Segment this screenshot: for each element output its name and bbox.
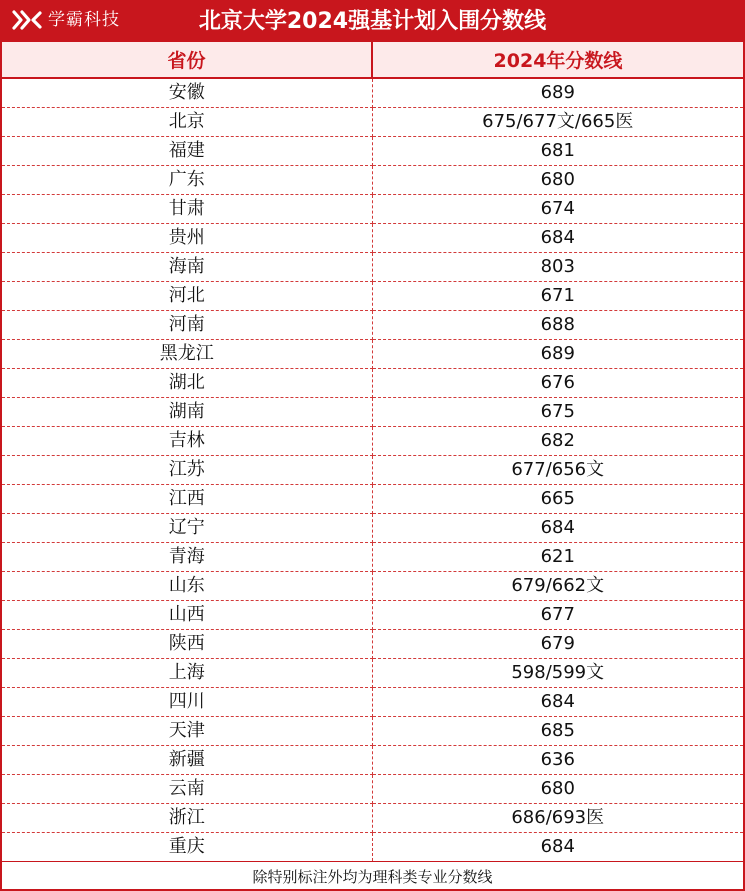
- table-row: [2, 717, 743, 746]
- province-cell: 青海: [2, 543, 372, 572]
- table-row: [2, 78, 743, 108]
- province-cell: 安徽: [2, 78, 372, 108]
- score-cell: 684: [372, 833, 743, 862]
- footnote: 除特别标注外均为理科类专业分数线: [2, 865, 743, 889]
- score-cell: 803: [372, 253, 743, 282]
- table-row: [2, 833, 743, 862]
- province-cell: 广东: [2, 166, 372, 195]
- province-cell: 河南: [2, 311, 372, 340]
- province-cell: 四川: [2, 688, 372, 717]
- score-cell: 685: [372, 717, 743, 746]
- province-cell: 云南: [2, 775, 372, 804]
- score-cell: 671: [372, 282, 743, 311]
- province-cell: 湖北: [2, 369, 372, 398]
- table-row: [2, 601, 743, 630]
- score-cell: 684: [372, 688, 743, 717]
- score-cell: 680: [372, 775, 743, 804]
- province-cell: 湖南: [2, 398, 372, 427]
- score-cell: 679/662文: [372, 572, 743, 601]
- table-row: [2, 137, 743, 166]
- table-row: [2, 485, 743, 514]
- column-header-score: 2024年分数线: [372, 42, 743, 78]
- score-cell: 688: [372, 311, 743, 340]
- score-cell: 684: [372, 514, 743, 543]
- table-row: [2, 427, 743, 456]
- score-cell: 675/677文/665医: [372, 108, 743, 137]
- score-cell: 676: [372, 369, 743, 398]
- table-row: [2, 166, 743, 195]
- table-row: [2, 340, 743, 369]
- table-row: [2, 630, 743, 659]
- table-row: [2, 775, 743, 804]
- province-cell: 浙江: [2, 804, 372, 833]
- score-cell: 674: [372, 195, 743, 224]
- province-cell: 吉林: [2, 427, 372, 456]
- column-header-province: 省份: [2, 42, 372, 78]
- province-cell: 重庆: [2, 833, 372, 862]
- province-cell: 山东: [2, 572, 372, 601]
- score-cell: 621: [372, 543, 743, 572]
- table-body: [2, 78, 743, 862]
- table-row: [2, 253, 743, 282]
- province-cell: 新疆: [2, 746, 372, 775]
- table-row: [2, 195, 743, 224]
- score-cell: 598/599文: [372, 659, 743, 688]
- logo-mark-icon: [12, 9, 42, 31]
- table-row: [2, 108, 743, 137]
- table-row: [2, 282, 743, 311]
- province-cell: 贵州: [2, 224, 372, 253]
- table-row: [2, 659, 743, 688]
- table-row: [2, 456, 743, 485]
- table-row: [2, 543, 743, 572]
- table-row: [2, 688, 743, 717]
- score-table: [2, 42, 743, 862]
- score-cell: 679: [372, 630, 743, 659]
- table-row: [2, 572, 743, 601]
- table-row: [2, 514, 743, 543]
- province-cell: 江苏: [2, 456, 372, 485]
- province-cell: 海南: [2, 253, 372, 282]
- title-bar: [2, 2, 743, 42]
- province-cell: 甘肃: [2, 195, 372, 224]
- table-row: [2, 398, 743, 427]
- table-row: [2, 311, 743, 340]
- score-cell: 689: [372, 78, 743, 108]
- score-cell: 681: [372, 137, 743, 166]
- score-cell: 689: [372, 340, 743, 369]
- table-row: [2, 224, 743, 253]
- province-cell: 黑龙江: [2, 340, 372, 369]
- province-cell: 天津: [2, 717, 372, 746]
- province-cell: 江西: [2, 485, 372, 514]
- province-cell: 辽宁: [2, 514, 372, 543]
- score-cell: 665: [372, 485, 743, 514]
- score-cell: 680: [372, 166, 743, 195]
- page-title: 北京大学2024强基计划入围分数线: [198, 9, 547, 34]
- score-cell: 686/693医: [372, 804, 743, 833]
- province-cell: 北京: [2, 108, 372, 137]
- province-cell: 河北: [2, 282, 372, 311]
- score-cell: 636: [372, 746, 743, 775]
- table-row: [2, 369, 743, 398]
- province-cell: 山西: [2, 601, 372, 630]
- table-row: [2, 804, 743, 833]
- province-cell: 上海: [2, 659, 372, 688]
- score-cell: 677/656文: [372, 456, 743, 485]
- score-cell: 677: [372, 601, 743, 630]
- province-cell: 陕西: [2, 630, 372, 659]
- logo: [12, 9, 120, 31]
- score-cell: 675: [372, 398, 743, 427]
- province-cell: 福建: [2, 137, 372, 166]
- score-cell: 682: [372, 427, 743, 456]
- table-header-row: [2, 42, 743, 78]
- score-cell: 684: [372, 224, 743, 253]
- logo-text: 学霸科技: [48, 10, 120, 30]
- table-row: [2, 746, 743, 775]
